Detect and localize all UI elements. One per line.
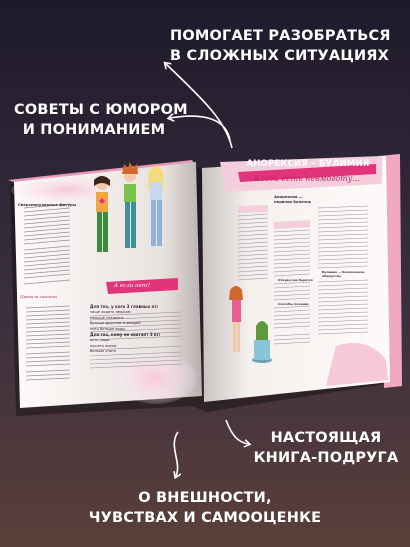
caption-line: НАСТОЯЩАЯ: [270, 430, 382, 446]
caption-line: ЧУВСТВАХ И САМООЦЕНКЕ: [88, 510, 322, 526]
left-section-title: А если нет?: [113, 283, 151, 289]
list-item: больше фруктов и овощей: [90, 321, 141, 326]
arrow-right-icon: [226, 420, 248, 444]
list-title: Для тех, у кого 3 главных от:: [90, 304, 159, 309]
left-advice-list: [90, 304, 188, 355]
list-title: Для тех, кому не хватает 3 кг:: [90, 332, 161, 338]
right-subhead: Откуда она берётся: [278, 278, 313, 282]
caption-line: ПОМОГАЕТ РАЗОБРАТЬСЯ: [170, 28, 391, 44]
caption-line: В СЛОЖНЫХ СИТУАЦИЯХ: [170, 48, 390, 64]
chapter-subtitle: Когда есть невмоготу...: [254, 174, 360, 183]
caption-line: О ВНЕШНОСТИ,: [138, 490, 272, 506]
list-item: больше спать: [90, 349, 117, 354]
right-subhead: Способы лечения: [278, 302, 309, 306]
list-item: кушать орехи: [90, 343, 117, 348]
left-column-title: Сверхпопулярные фигуры: [18, 202, 77, 207]
right-subhead: Булимия — болезненное обжорство: [322, 270, 365, 278]
left-pink-label: Правила гигиены: [20, 294, 57, 299]
arrow-bottom-icon: [174, 432, 178, 476]
list-item: пить больше воды: [90, 326, 126, 331]
caption-line: СОВЕТЫ С ЮМОРОМ: [14, 102, 188, 118]
right-subhead: Анорексия — нервная болезнь: [274, 194, 312, 204]
list-item: чаще ходить пешком: [90, 310, 131, 315]
arrow-left-icon: [170, 116, 230, 140]
list-item: есть чаще: [90, 338, 110, 343]
book-pages: [6, 150, 404, 418]
caption-line: И ПОНИМАНИЕМ: [22, 122, 166, 138]
open-book: [6, 150, 404, 418]
chapter-heading: АНОРЕКСИЯ – БУЛИМИЯ: [246, 159, 370, 169]
list-item: меньше сладкого: [90, 315, 124, 320]
caption-line: КНИГА-ПОДРУГА: [253, 450, 399, 466]
arrow-top-icon: [166, 64, 232, 148]
